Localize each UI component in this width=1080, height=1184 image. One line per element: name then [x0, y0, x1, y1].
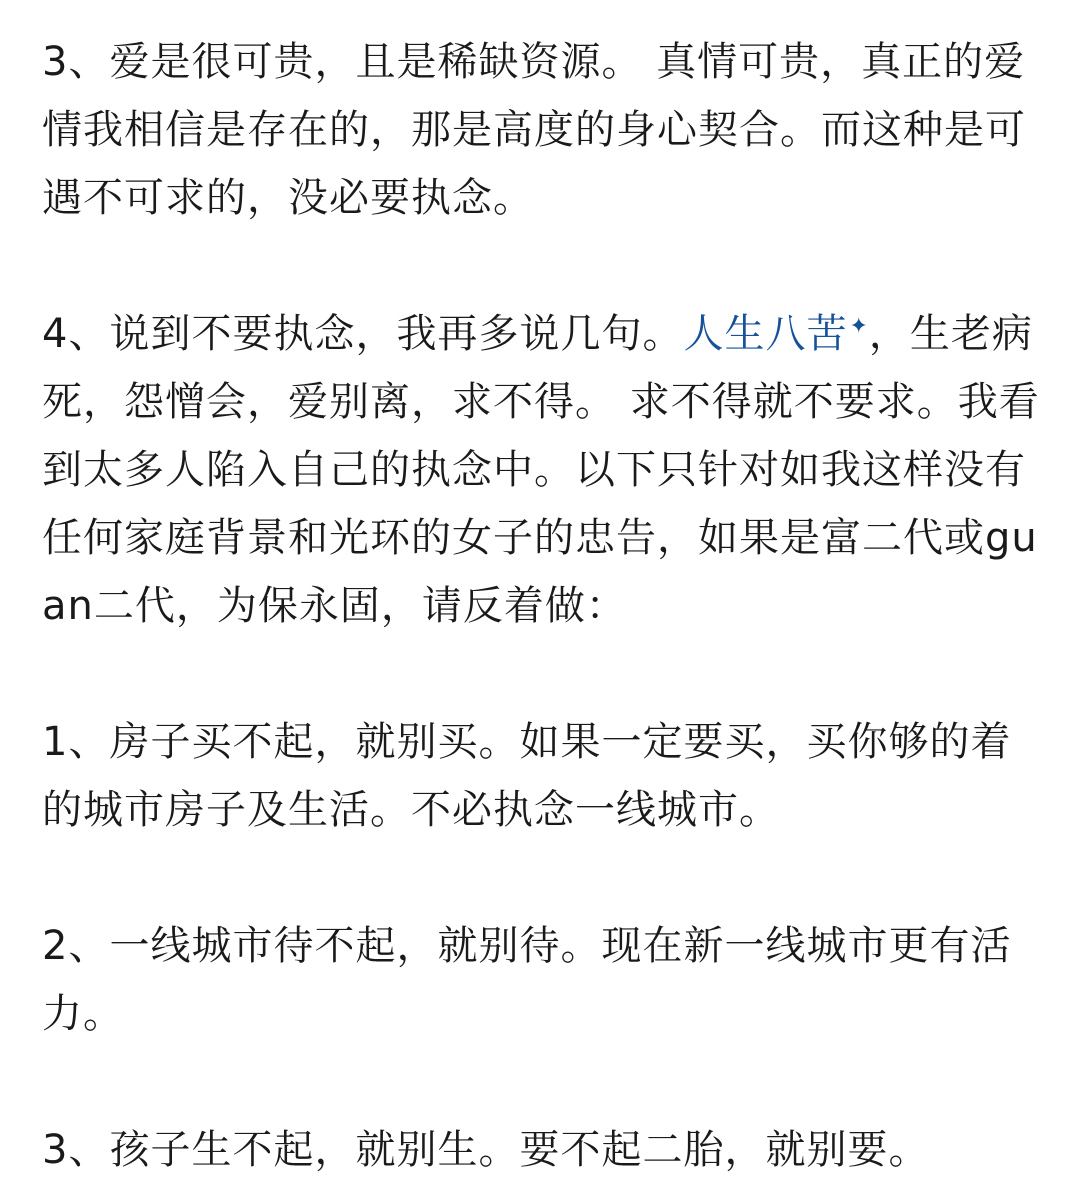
sparkle-icon: ✦ — [849, 313, 869, 339]
paragraph-text-before-link: 4、说到不要执念，我再多说几句。 — [42, 311, 684, 357]
paragraph-city-advice: 2、一线城市待不起，就别待。现在新一线城市更有活力。 — [42, 923, 1012, 1037]
paragraph-children-advice: 3、孩子生不起，就别生。要不起二胎，就别要。 — [42, 1127, 930, 1173]
paragraph-gap — [42, 844, 1052, 912]
paragraph-gap — [42, 640, 1052, 708]
paragraph-gap — [42, 1048, 1052, 1116]
paragraph-eight-sufferings — [42, 300, 1052, 640]
paragraph-gap — [42, 232, 1052, 300]
keyword-link-eight-sufferings[interactable] — [683, 311, 868, 357]
article-body — [42, 28, 1052, 1184]
keyword-link-label: 人生八苦 — [683, 311, 848, 357]
paragraph-text-after-link: ，生老病死，怨憎会，爱别离，求不得。 求不得就不要求。我看到太多人陷入自己的执念中。以下只针对如我这样没有任何家庭背景和光环的女子的忠告，如果是富二代或guan二代，为保永固，请反着做： — [42, 311, 1040, 629]
paragraph-love-precious: 3、爱是很可贵，且是稀缺资源。 真情可贵，真正的爱情我相信是存在的，那是高度的身心契合。而这种是可遇不可求的，没必要执念。 — [42, 39, 1026, 221]
paragraph-house-advice: 1、房子买不起，就别买。如果一定要买，买你够的着的城市房子及生活。不必执念一线城市。 — [42, 719, 1012, 833]
